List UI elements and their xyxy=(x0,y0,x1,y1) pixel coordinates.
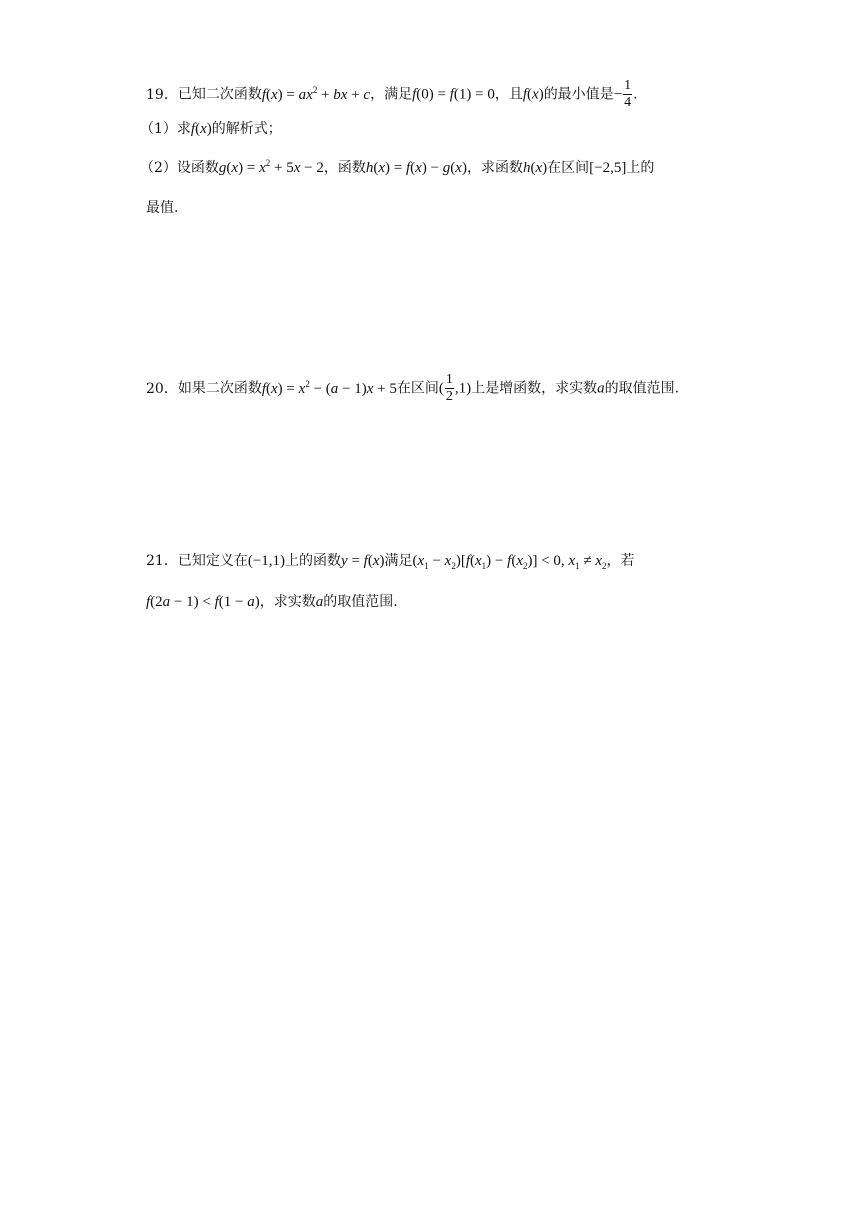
question-19-line-1 xyxy=(146,78,726,111)
question-text: 上的 xyxy=(626,160,655,176)
question-text: 已知定义在 xyxy=(177,553,248,569)
question-number: 21． xyxy=(146,553,178,569)
question-text: 满足 xyxy=(384,553,413,569)
question-text: 设函数 xyxy=(176,160,219,176)
fraction-numerator: 1 xyxy=(624,78,632,93)
interval-open-paren: ( xyxy=(438,380,444,397)
question-19-part-2-continued xyxy=(146,198,726,218)
math-expression: f(2a − 1) < f(1 − a) xyxy=(146,594,260,610)
question-text: 的取值范围. xyxy=(323,594,398,610)
question-text: ，求实数 xyxy=(259,594,316,610)
question-19-part-2 xyxy=(140,158,720,178)
question-text: ，满足 xyxy=(370,86,413,103)
question-text: ，若 xyxy=(606,553,635,569)
fraction-denominator: 2 xyxy=(445,389,453,404)
fraction-one-half xyxy=(445,372,454,405)
math-expression: $f(x) = x^2 - (a - 1)x + 5$ xyxy=(261,378,397,397)
fraction-numerator: 1 xyxy=(445,372,453,387)
question-text: 最值. xyxy=(146,200,179,216)
question-text: 的取值范围. xyxy=(604,380,680,397)
math-expression: f(0) = f(1) = 0 xyxy=(412,86,495,103)
interval-close: ,1) xyxy=(454,380,472,397)
question-number: 19． xyxy=(146,86,178,103)
minus-sign: − xyxy=(613,86,623,103)
question-text: 的解析式； xyxy=(211,121,282,137)
fraction-denominator: 4 xyxy=(624,95,632,110)
question-text: 已知二次函数 xyxy=(177,86,262,103)
question-number: 20． xyxy=(146,380,178,397)
question-text: 上的函数 xyxy=(285,553,342,569)
part-label: （1） xyxy=(140,121,177,137)
math-expression: f(x) xyxy=(522,86,544,103)
fraction-one-quarter xyxy=(623,78,632,111)
math-expression: f(x) xyxy=(190,121,212,137)
question-text: ，求函数 xyxy=(466,160,523,176)
question-text: 的最小值是 xyxy=(543,86,614,103)
math-expression: $f(x) = ax^2$ + bx + c xyxy=(261,84,371,103)
question-20-line-1 xyxy=(146,372,726,405)
question-text: 在区间 xyxy=(396,380,439,397)
math-expression: $(x_1 - x_2)[f(x_1) - f(x_2)] < 0$, $x_1 \ne x_2$ xyxy=(412,553,607,571)
math-expression: [−2,5] xyxy=(589,160,627,176)
part-label: （2） xyxy=(140,160,177,176)
math-expression: $g(x) = x^2 + 5x - 2$ xyxy=(218,158,324,176)
question-text: 求 xyxy=(176,121,191,137)
question-text: 在区间 xyxy=(547,160,590,176)
question-text: ，函数 xyxy=(323,160,366,176)
question-21-line-2 xyxy=(146,592,726,612)
variable-a: a xyxy=(315,594,324,610)
question-19-part-1 xyxy=(140,119,720,139)
math-expression: h(x) xyxy=(522,160,548,176)
question-text: 如果二次函数 xyxy=(177,380,262,397)
math-expression: h(x) = f(x) − g(x) xyxy=(365,160,467,176)
math-expression: (−1,1) xyxy=(247,553,286,569)
math-expression: y = f(x) xyxy=(341,553,385,569)
question-text: . xyxy=(633,86,638,103)
question-21-line-1 xyxy=(146,551,726,571)
question-text: ，且 xyxy=(494,86,523,103)
variable-a: a xyxy=(597,380,605,397)
question-text: 上是增函数，求实数 xyxy=(471,380,598,397)
